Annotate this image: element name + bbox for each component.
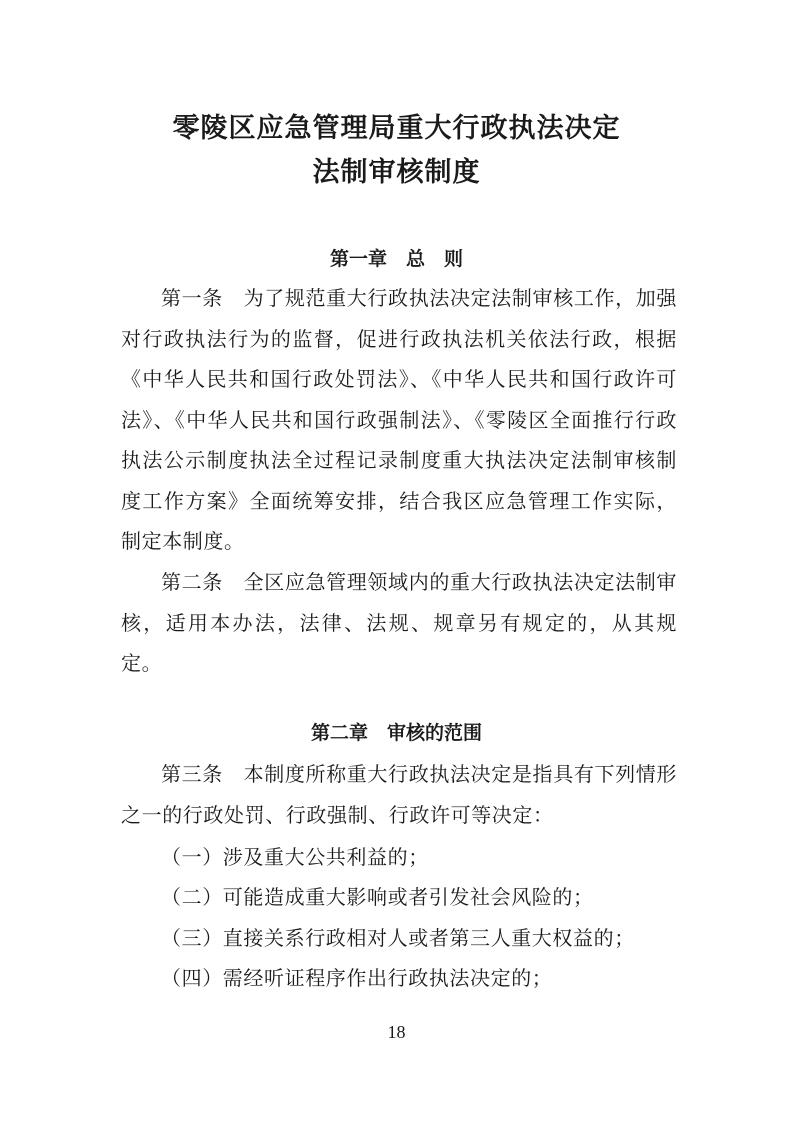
chapter-1-heading: 第一章 总 则 <box>329 248 463 270</box>
list-item: （一）涉及重大公共利益的； <box>161 845 429 869</box>
list-item: （三）直接关系行政相对人或者第三人重大权益的； <box>161 926 635 950</box>
list-item: （二）可能造成重大影响或者引发社会风险的； <box>161 885 594 909</box>
chapter-2-heading: 第二章 审核的范围 <box>310 722 482 744</box>
list-item: （四）需经听证程序作出行政执法决定的； <box>161 966 553 990</box>
article-2-paragraph: 第二条 全区应急管理领域内的重大行政执法决定法制审核，适用本办法，法律、法规、规章另有规定的，从其规定。 <box>121 570 677 675</box>
document-title-line-1: 零陵区应急管理局重大行政执法决定 <box>172 113 621 144</box>
article-1-paragraph: 第一条 为了规范重大行政执法决定法制审核工作，加强对行政执法行为的监督，促进行政执法机关依法行政，根据《中华人民共和国行政处罚法》、《中华人民共和国行政许可法》、《中华人民共和国行政强制法》、《零陵区全面推行行政执法公示制度执法全过程记录制度重大执法决定法制审核制度工作方案》全面统筹安排，结合我区应急管理工作实际，制定本制度。 <box>121 286 677 553</box>
page-number: 18 <box>387 1022 406 1042</box>
document-title-line-2: 法制审核制度 <box>312 157 481 188</box>
article-3-paragraph: 第三条 本制度所称重大行政执法决定是指具有下列情形之一的行政处罚、行政强制、行政许可等决定： <box>121 762 677 827</box>
